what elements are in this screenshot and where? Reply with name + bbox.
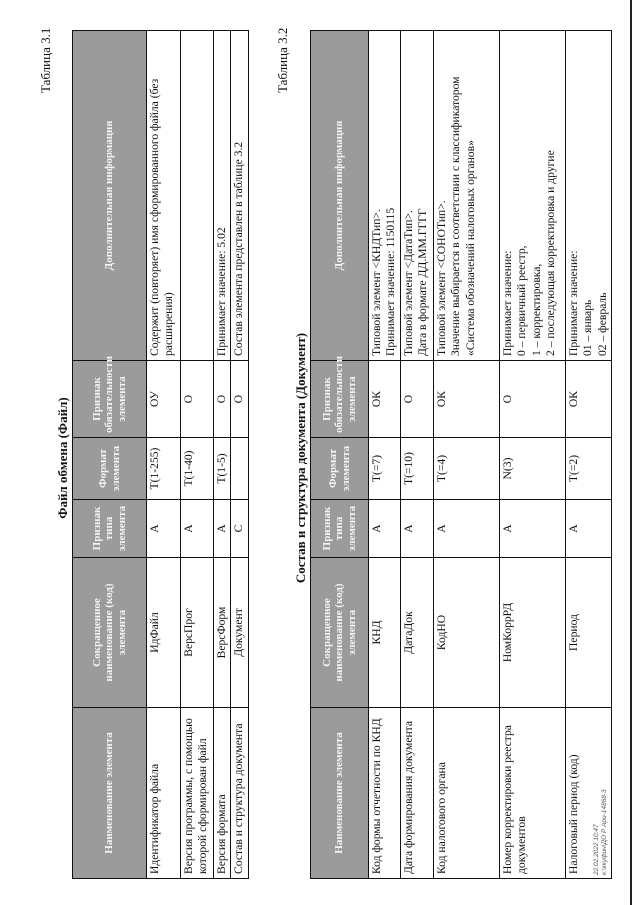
- table-cell: Идентификатор файла: [147, 708, 181, 879]
- info-cell: [434, 31, 500, 361]
- document-sheet: [24, 23, 624, 893]
- column-header: Наименование элемента: [311, 708, 369, 879]
- info-line: 01 – январь: [581, 299, 595, 356]
- info-line: 0 – первичный реестр,: [515, 245, 529, 356]
- table-row: [181, 31, 214, 879]
- column-header: Признак обязательности элемента: [73, 361, 147, 438]
- info-line: 1 – корректировка,: [529, 263, 543, 356]
- column-header: Признак типа элемента: [73, 500, 147, 558]
- table-cell: ОК: [369, 361, 401, 438]
- table-cell: Содержит (повторяет) имя сформированного файла (без расширения): [147, 31, 181, 361]
- table-cell: О: [500, 361, 566, 438]
- table-header-row: [73, 31, 147, 879]
- table-cell: Состав элемента представлен в таблице 3.2: [231, 31, 248, 361]
- info-line: Дата в формате ДД.ММ.ГГГГ: [416, 208, 430, 356]
- page-edge: [630, 0, 632, 905]
- table-row: [500, 31, 566, 879]
- table-cell: [181, 31, 214, 361]
- table-cell: T(1-40): [181, 438, 214, 500]
- table-row: [434, 31, 500, 879]
- info-cell: [566, 31, 612, 361]
- table-cell: О: [214, 361, 231, 438]
- table-cell: ОК: [566, 361, 612, 438]
- table-label: Таблица 3.2: [275, 27, 290, 93]
- table-cell: T(=2): [566, 438, 612, 500]
- table-cell: А: [369, 500, 401, 558]
- table-cell: [231, 438, 248, 500]
- table-cell: Дата формирования документа: [401, 708, 434, 879]
- table-cell: Состав и структура документа: [231, 708, 248, 879]
- table-cell: ОК: [434, 361, 500, 438]
- table-cell: А: [500, 500, 566, 558]
- table-cell: О: [401, 361, 434, 438]
- table-cell: T(=7): [369, 438, 401, 500]
- column-header: Формат элемента: [73, 438, 147, 500]
- table-cell: Период: [566, 558, 612, 708]
- info-line: Значение выбирается в соответствии с классификатором «Система обозначений налоговых органов»: [449, 76, 477, 356]
- table-cell: О: [231, 361, 248, 438]
- table-cell: Принимает значение: 5.02: [214, 31, 231, 361]
- document-structure-table: [310, 30, 612, 879]
- info-cell: [401, 31, 434, 361]
- table-cell: НомКоррРД: [500, 558, 566, 708]
- table-row: [566, 31, 612, 879]
- table-caption: Файл обмена (Файл): [55, 397, 70, 519]
- table-cell: ВерсПрог: [181, 558, 214, 708]
- table-cell: T(1-255): [147, 438, 181, 500]
- table-row: [369, 31, 401, 879]
- info-line: Принимает значение: 1150115: [384, 207, 398, 356]
- table-row: [214, 31, 231, 879]
- info-line: Типовой элемент <СОНОТип>.: [435, 200, 448, 356]
- table-cell: А: [147, 500, 181, 558]
- table-cell: T(=4): [434, 438, 500, 500]
- info-line: Типовой элемент <КНДТип>.: [370, 209, 383, 356]
- info-cell: [500, 31, 566, 361]
- file-exchange-table: [72, 30, 249, 879]
- table-cell: ИдФайл: [147, 558, 181, 708]
- info-line: Типовой элемент <ДатаТип>.: [402, 210, 415, 356]
- stamp-path: к:\ккуфин\ДО Р Ари-14868-3: [601, 789, 609, 875]
- column-header: Формат элемента: [311, 438, 369, 500]
- table-cell: ДатаДок: [401, 558, 434, 708]
- column-header: Сокращенное наименование (код) элемента: [73, 558, 147, 708]
- table-cell: Версия программы, с помощью которой сформирован файл: [181, 708, 214, 879]
- table-caption: Состав и структура документа (Документ): [293, 332, 308, 584]
- stamp-datetime: 22.02.2022 10:47: [593, 824, 600, 875]
- table-cell: А: [214, 500, 231, 558]
- table-cell: О: [181, 361, 214, 438]
- column-header: Признак обязательности элемента: [311, 361, 369, 438]
- column-header: Наименование элемента: [73, 708, 147, 879]
- table-row: [147, 31, 181, 879]
- table-row: [401, 31, 434, 879]
- table-cell: T(=10): [401, 438, 434, 500]
- column-header: Дополнительная информация: [73, 31, 147, 361]
- table-cell: T(1-5): [214, 438, 231, 500]
- info-cell: [369, 31, 401, 361]
- print-stamp: [593, 789, 610, 875]
- table-cell: А: [566, 500, 612, 558]
- table-label: Таблица 3.1: [38, 27, 53, 93]
- table-row: [231, 31, 248, 879]
- column-header: Признак типа элемента: [311, 500, 369, 558]
- column-header: Сокращенное наименование (код) элемента: [311, 558, 369, 708]
- table-cell: А: [434, 500, 500, 558]
- table-cell: Код формы отчетности по КНД: [369, 708, 401, 879]
- info-line: 2 – последующая корректировка и другие: [544, 150, 558, 356]
- table-cell: КодНО: [434, 558, 500, 708]
- table-cell: ОУ: [147, 361, 181, 438]
- table-cell: С: [231, 500, 248, 558]
- table-header-row: [311, 31, 369, 879]
- table-cell: Налоговый период (код): [566, 708, 612, 879]
- table-cell: А: [181, 500, 214, 558]
- table-cell: ВерсФорм: [214, 558, 231, 708]
- table-cell: N(3): [500, 438, 566, 500]
- table-cell: КНД: [369, 558, 401, 708]
- info-line: Принимает значение:: [501, 250, 514, 356]
- table-cell: А: [401, 500, 434, 558]
- info-line: Принимает значение:: [567, 250, 580, 356]
- table-cell: Код налогового органа: [434, 708, 500, 879]
- info-line: 02 – февраль: [595, 292, 609, 356]
- column-header: Дополнительная информация: [311, 31, 369, 361]
- rotated-page: [24, 23, 624, 893]
- table-cell: Документ: [231, 558, 248, 708]
- table-cell: Номер корректировки реестра документов: [500, 708, 566, 879]
- table-cell: Версия формата: [214, 708, 231, 879]
